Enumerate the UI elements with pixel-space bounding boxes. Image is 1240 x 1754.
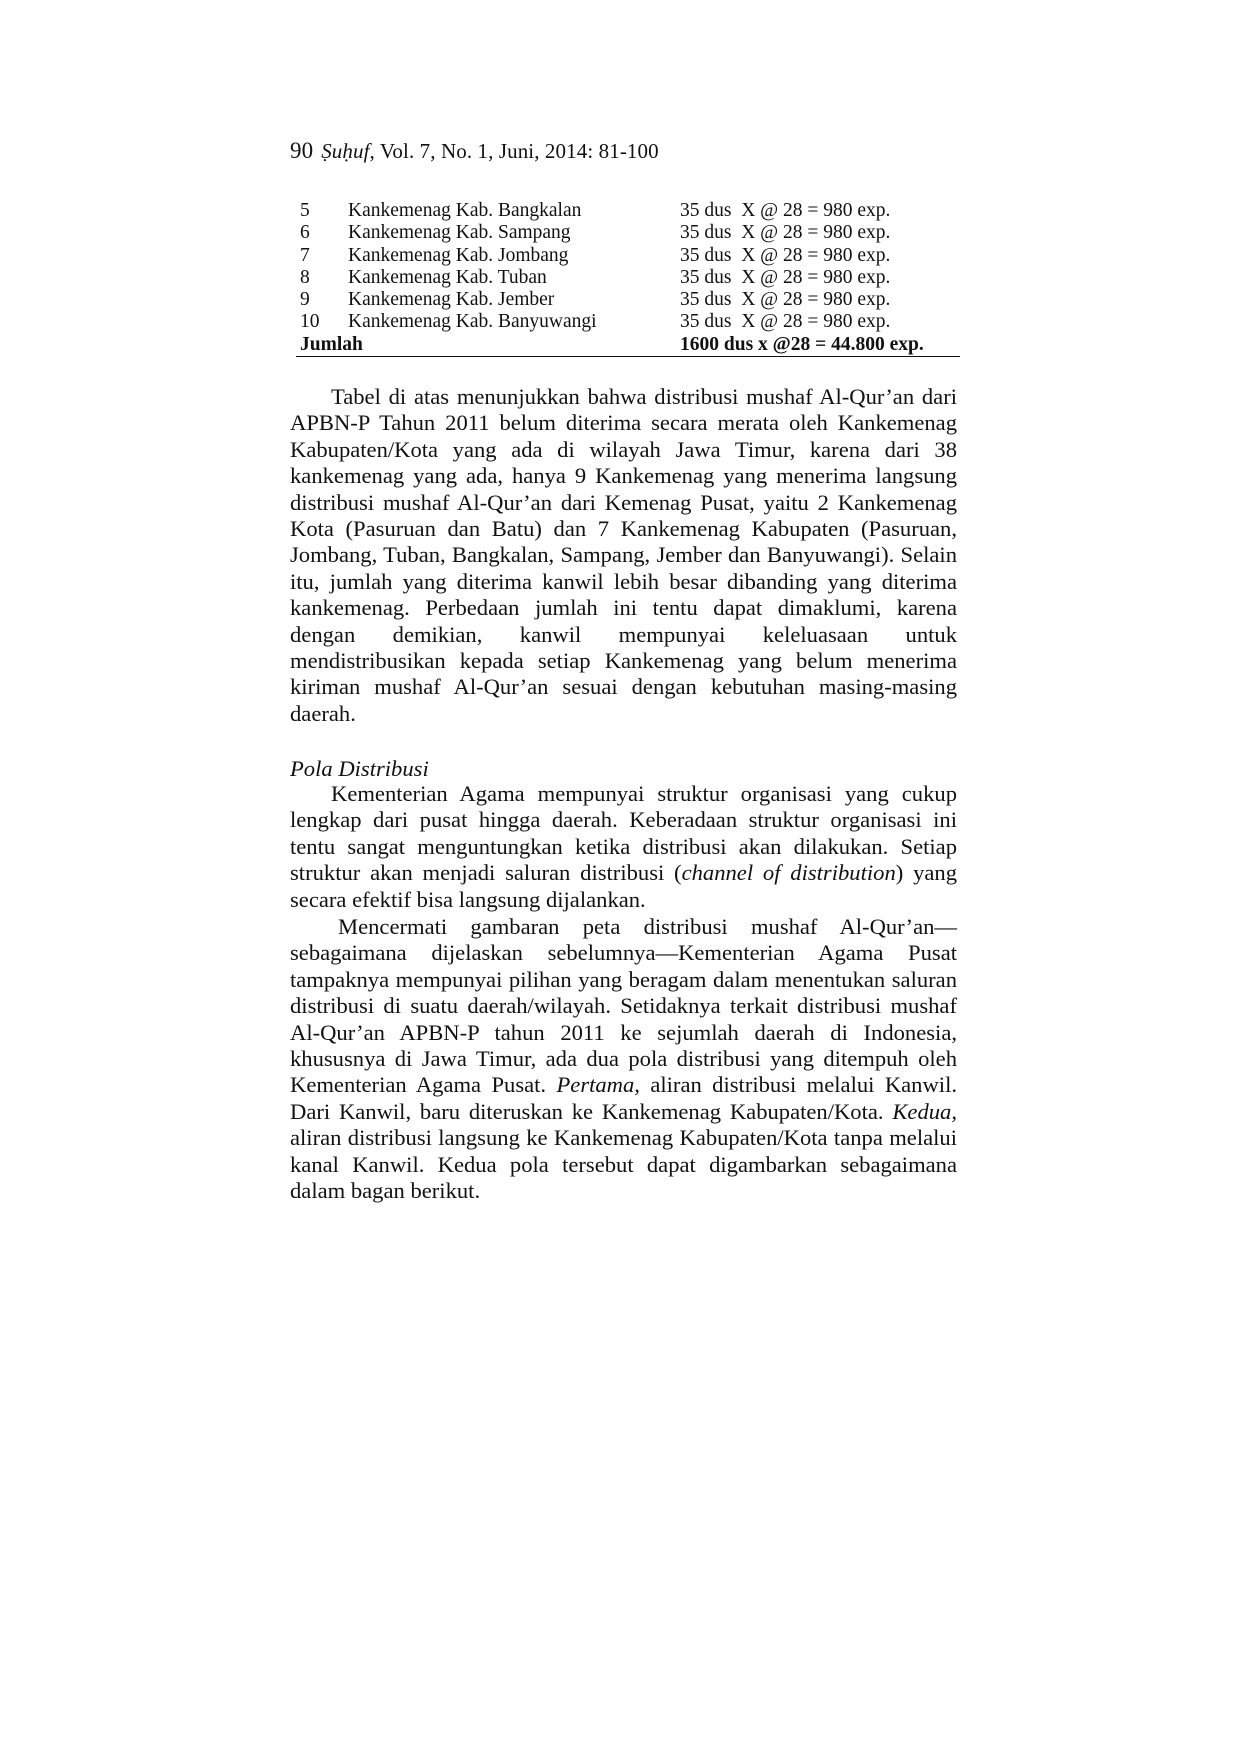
italic-term: channel of distribution	[681, 860, 896, 886]
paragraph-text: ) yang secara efektif bisa langsung dijalankan.	[290, 860, 957, 912]
row-number: 7	[300, 244, 310, 266]
row-amount: 35 dus X @ 28 = 980 exp.	[680, 200, 891, 221]
table-row	[296, 200, 960, 222]
row-office: Kankemenag Kab. Banyuwangi	[348, 311, 597, 333]
row-amount: 35 dus X @ 28 = 980 exp.	[680, 311, 891, 333]
paragraph-text: Kementerian Agama mempunyai struktur organisasi yang cukup lengkap dari pusat hingga daerah. Keberadaan struktur organisasi ini tentu sangat menguntungkan ketika distribusi akan dilakukan. Setiap struktur akan menjadi saluran distribusi (	[290, 781, 957, 886]
table-row	[296, 245, 960, 267]
row-number: 6	[300, 222, 310, 244]
row-office: Kankemenag Kab. Jombang	[348, 244, 569, 266]
journal-title: Ṣuḥuf	[321, 139, 370, 163]
row-office: Kankemenag Kab. Sampang	[348, 222, 571, 244]
italic-term: Pertama,	[556, 1072, 640, 1098]
table-row	[296, 267, 960, 289]
total-label: Jumlah	[300, 333, 363, 355]
paragraph-block	[290, 914, 957, 1204]
journal-citation: , Vol. 7, No. 1, Juni, 2014: 81-100	[369, 139, 659, 163]
row-office: Kankemenag Kab. Tuban	[348, 266, 547, 288]
paragraph-text: aliran distribusi melalui Kanwil. Dari Kanwil, baru diteruskan ke Kankemenag Kabupaten/Kota.	[290, 1072, 957, 1124]
body-paragraph: Tabel di atas menunjukkan bahwa distribusi mushaf Al-Qur’an dari APBN-P Tahun 2011 belum diterima secara merata oleh Kankemenag Kabupaten/Kota yang ada di wilayah Jawa Timur, karena dari 38 kankemenag yang ada, hanya 9 Kankemenag yang menerima langsung distribusi mushaf Al-Qur’an dari Kemenag Pusat, yaitu 2 Kankemenag Kota (Pasuruan dan Batu) dan 7 Kankemenag Kabupaten (Pasuruan, Jombang, Tuban, Bangkalan, Sampang, Jember dan Banyuwangi). Selain itu, jumlah yang diterima kanwil lebih besar dibanding yang diterima kankemenag. Perbedaan jumlah ini tentu dapat dimaklumi, karena dengan demikian, kanwil mempunyai keleluasaan untuk mendistribusikan kepada setiap Kankemenag yang belum menerima kiriman mushaf Al-Qur’an sesuai dengan kebutuhan masing-masing daerah.	[290, 384, 957, 726]
italic-term: Kedua,	[892, 1098, 957, 1124]
total-value: 1600 dus x @28 = 44.800 exp.	[680, 333, 924, 355]
page-number: 90	[290, 138, 314, 163]
table-row	[296, 311, 960, 333]
table-row	[296, 222, 960, 244]
row-office: Kankemenag Kab. Bangkalan	[348, 200, 582, 221]
section-subheading: Pola Distribusi	[290, 756, 429, 781]
row-amount: 35 dus X @ 28 = 980 exp.	[680, 266, 891, 288]
paragraph-block	[290, 781, 957, 913]
paragraph-block	[290, 384, 957, 727]
paragraph-text: aliran distribusi langsung ke Kankemenag Kabupaten/Kota tanpa melalui kanal Kanwil. Kedua pola tersebut dapat digambarkan sebagaimana dalam bagan berikut.	[290, 1125, 957, 1204]
row-amount: 35 dus X @ 28 = 980 exp.	[680, 222, 891, 244]
running-header	[290, 138, 659, 164]
body-paragraph	[290, 914, 957, 1204]
row-amount: 35 dus X @ 28 = 980 exp.	[680, 244, 891, 266]
row-office: Kankemenag Kab. Jember	[348, 289, 555, 311]
row-number: 10	[300, 311, 320, 333]
row-number: 9	[300, 289, 310, 311]
paragraph-text: Mencermati gambaran peta distribusi mushaf Al-Qur’an—sebagaimana dijelaskan sebelumnya—Kementerian Agama Pusat tampaknya mempunyai pilihan yang beragam dalam menentukan saluran distribusi di suatu daerah/wilayah. Setidaknya terkait distribusi mushaf Al-Qur’an APBN-P tahun 2011 ke sejumlah daerah di Indonesia, khususnya di Jawa Timur, ada dua pola distribusi yang ditempuh oleh Kementerian Agama Pusat.	[290, 914, 957, 1098]
row-number: 8	[300, 266, 310, 288]
row-amount: 35 dus X @ 28 = 980 exp.	[680, 289, 891, 311]
table-total-row	[296, 334, 960, 357]
distribution-table	[296, 200, 960, 357]
row-number: 5	[300, 200, 310, 221]
table-row	[296, 289, 960, 311]
body-paragraph	[290, 781, 957, 913]
